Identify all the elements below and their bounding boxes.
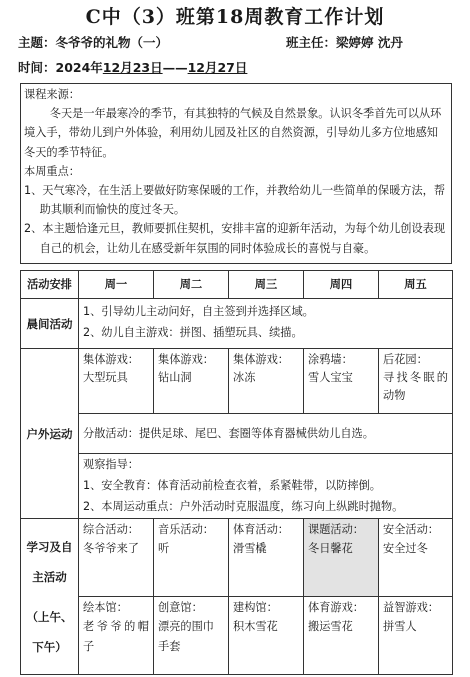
cell-title: 集体游戏：	[158, 353, 214, 366]
outdoor-cell	[304, 349, 379, 414]
cell-title: 益智游戏：	[383, 601, 439, 614]
cell-title: 涂鸦墙：	[308, 353, 353, 366]
morning-line: 1、引导幼儿主动问好，自主签到并选择区域。	[83, 305, 314, 318]
teacher-value: 梁婷婷 沈丹	[336, 35, 403, 50]
morning-line: 2、幼儿自主游戏：拼图、插塑玩具、续描。	[83, 326, 303, 339]
morning-content	[79, 299, 453, 349]
scatter-activity: 分散活动：提供足球、尾巴、套圈等体育器械供幼儿自选。	[79, 414, 453, 454]
study-cell	[229, 597, 304, 675]
cell-content: 听	[158, 542, 170, 555]
header-cell: 周四	[304, 271, 379, 299]
guide-line: 2、本周运动重点：户外活动时克服温度，练习向上纵跳时抛物。	[83, 500, 404, 513]
cell-content: 老爷爷的帽子	[83, 620, 149, 653]
cell-title: 安全活动：	[383, 523, 439, 536]
cell-title: 体育活动：	[233, 523, 289, 536]
study-cell-highlighted	[304, 519, 379, 597]
study-label-line: 学习及自	[26, 539, 73, 554]
study-cell	[79, 597, 154, 675]
outdoor-scatter-row	[21, 414, 453, 454]
study-cell	[304, 597, 379, 675]
study-label-line: （上午、	[26, 609, 73, 624]
outdoor-cell	[154, 349, 229, 414]
outdoor-group-row	[21, 349, 453, 414]
time-label: 时间：2024年	[18, 60, 103, 75]
cell-content: 冬爷爷来了	[83, 542, 139, 555]
focus-item: 2、本主题恰逢元旦，教师要抓住契机，安排丰富的迎新年活动，为每个幼儿创设表现自己的机会，让幼儿在感受新年氛围的同时体验成长的喜悦与自豪。	[24, 222, 446, 255]
theme-row	[18, 33, 403, 51]
intro-box	[20, 83, 452, 264]
schedule-table	[20, 270, 453, 675]
cell-content: 滑雪橇	[233, 542, 267, 555]
cell-content: 拼雪人	[383, 620, 417, 633]
cell-content: 积木雪花	[233, 620, 278, 633]
cell-content: 钻山洞	[158, 371, 192, 384]
teacher-field	[286, 33, 403, 51]
cell-title: 集体游戏：	[83, 353, 139, 366]
cell-title: 绘本馆：	[83, 601, 128, 614]
cell-title: 体育游戏：	[308, 601, 364, 614]
cell-title: 集体游戏：	[233, 353, 289, 366]
header-cell: 活动安排	[21, 271, 79, 299]
observation-guide	[79, 454, 453, 519]
cell-title: 课题活动：	[308, 523, 364, 536]
cell-title: 创意馆：	[158, 601, 203, 614]
source-heading: 课程来源：	[24, 88, 80, 101]
study-label-line: 主活动	[32, 569, 67, 584]
source-text: 冬天是一年最寒冷的季节，有其独特的气候及自然景象。认识冬季首先可以从环境入手，带幼儿到户外体验，利用幼儿园及社区的自然资源，引导幼儿多方位地感知冬天的季节特征。	[24, 107, 442, 159]
outdoor-cell	[229, 349, 304, 414]
header-cell: 周二	[154, 271, 229, 299]
morning-label: 晨间活动	[21, 299, 79, 349]
outdoor-cell	[379, 349, 453, 414]
page-title: C中（3）班第18周教育工作计划	[85, 6, 385, 28]
cell-content: 搬运雪花	[308, 620, 353, 633]
guide-title: 观察指导：	[83, 458, 139, 471]
guide-line: 1、安全教育：体育活动前检查衣着，系紧鞋带，以防摔倒。	[83, 479, 381, 492]
study-cell	[379, 597, 453, 675]
study-cell	[379, 519, 453, 597]
cell-title: 建构馆：	[233, 601, 278, 614]
focus-item: 1、天气寒冷，在生活上要做好防寒保暖的工作，并教给幼儿一些简单的保暖方法，帮助其顺利而愉快的度过冬天。	[24, 184, 446, 217]
header-cell: 周五	[379, 271, 453, 299]
date-start: 12月23日	[102, 60, 163, 75]
date-end: 12月27日	[187, 60, 248, 75]
study-cell	[154, 597, 229, 675]
cell-title: 音乐活动：	[158, 523, 214, 536]
header-cell: 周一	[79, 271, 154, 299]
cell-content: 安全过冬	[383, 542, 428, 555]
study-cell	[79, 519, 154, 597]
cell-content: 漂亮的围巾手套	[158, 620, 214, 653]
study-row-1	[21, 519, 453, 597]
cell-title: 后花园：	[383, 353, 428, 366]
cell-content: 寻找冬眠的动物	[383, 371, 448, 402]
focus-heading: 本周重点：	[24, 164, 80, 178]
date-separator: ——	[162, 60, 188, 75]
header-cell: 周三	[229, 271, 304, 299]
cell-content: 雪人宝宝	[308, 371, 353, 384]
header-row	[21, 271, 453, 299]
cell-content: 冰冻	[233, 371, 256, 384]
teacher-label: 班主任：	[286, 35, 337, 50]
cell-content: 冬日馨花	[308, 542, 353, 555]
outdoor-guide-row	[21, 454, 453, 519]
outdoor-label: 户外运动	[21, 349, 79, 519]
study-cell	[154, 519, 229, 597]
outdoor-cell	[79, 349, 154, 414]
study-label-line: 下午）	[32, 639, 67, 654]
study-label	[21, 519, 79, 675]
theme-label: 主题：	[18, 35, 56, 50]
morning-row	[21, 299, 453, 349]
time-row	[18, 58, 247, 76]
cell-title: 综合活动：	[83, 523, 139, 536]
theme-value: 冬爷爷的礼物（一）	[55, 35, 169, 50]
study-row-2	[21, 597, 453, 675]
cell-content: 大型玩具	[83, 371, 128, 384]
study-cell	[229, 519, 304, 597]
